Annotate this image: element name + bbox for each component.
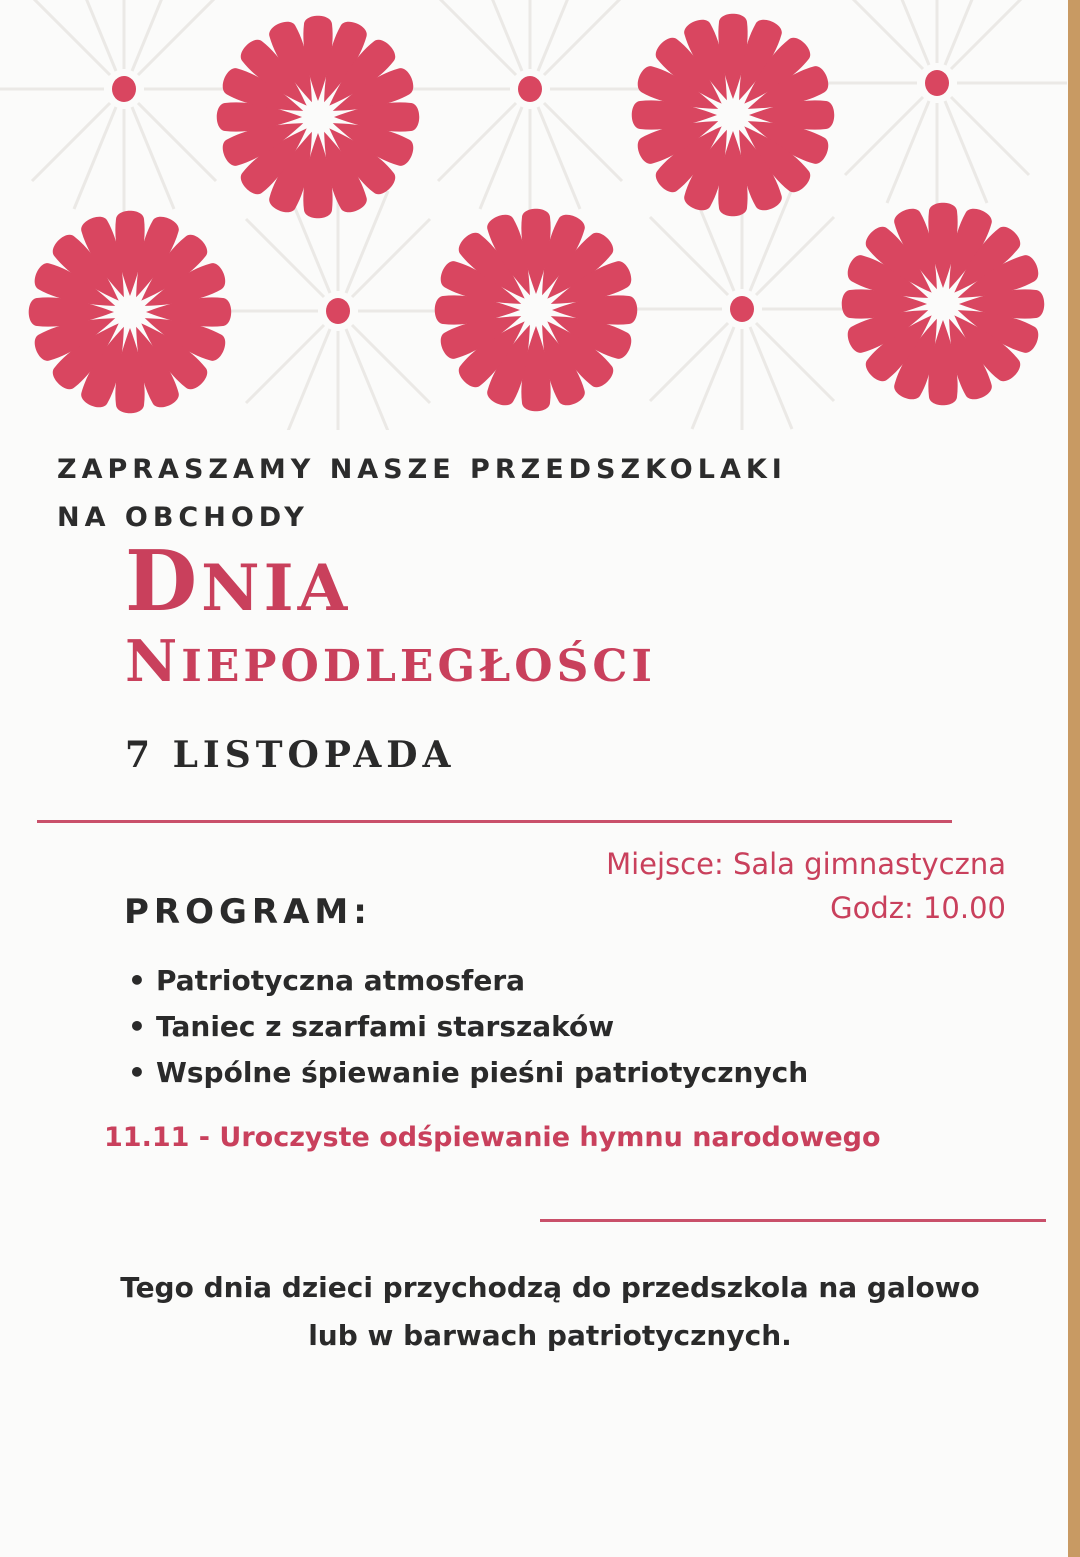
program-item <box>128 1050 808 1096</box>
event-date: 7 LISTOPADA <box>125 734 456 776</box>
program-list <box>128 958 808 1096</box>
title-word-2-rest: IEPODLEGŁOŚCI <box>181 641 656 692</box>
invitation-line-1: ZAPRASZAMY NASZE PRZEDSZKOLAKI <box>57 454 787 485</box>
dress-note <box>0 1264 1068 1360</box>
bullet-icon: • <box>128 964 146 997</box>
venue-time: Godz: 10.00 <box>830 891 1006 925</box>
title-word-1-rest: NIA <box>201 551 352 626</box>
program-heading: PROGRAM: <box>124 892 372 932</box>
title-word-2-initial: N <box>125 628 182 695</box>
divider-top <box>37 820 952 823</box>
venue-place: Miejsce: Sala gimnastyczna <box>606 847 1006 881</box>
invitation-line-2: NA OBCHODY <box>57 502 309 533</box>
bullet-icon: • <box>128 1056 146 1089</box>
program-item <box>128 1004 808 1050</box>
dress-note-line-1: Tego dnia dzieci przychodzą do przedszkola na galowo <box>120 1271 980 1304</box>
invitation-text <box>57 446 787 542</box>
program-item-text: Taniec z szarfami starszaków <box>156 1010 615 1043</box>
title-word-1 <box>125 532 351 630</box>
red-flower-pattern-icon <box>0 0 1068 430</box>
program-item-text: Patriotyczna atmosfera <box>156 964 526 997</box>
title-word-2 <box>125 628 656 695</box>
bullet-icon: • <box>128 1010 146 1043</box>
divider-bottom <box>540 1219 1046 1222</box>
venue-info <box>606 842 1006 930</box>
dress-note-line-2: lub w barwach patriotycznych. <box>308 1319 792 1352</box>
program-item-text: Wspólne śpiewanie pieśni patriotycznych <box>156 1056 809 1089</box>
title-word-1-initial: D <box>125 532 202 630</box>
anthem-note: 11.11 - Uroczyste odśpiewanie hymnu narodowego <box>104 1122 881 1153</box>
program-item <box>128 958 808 1004</box>
